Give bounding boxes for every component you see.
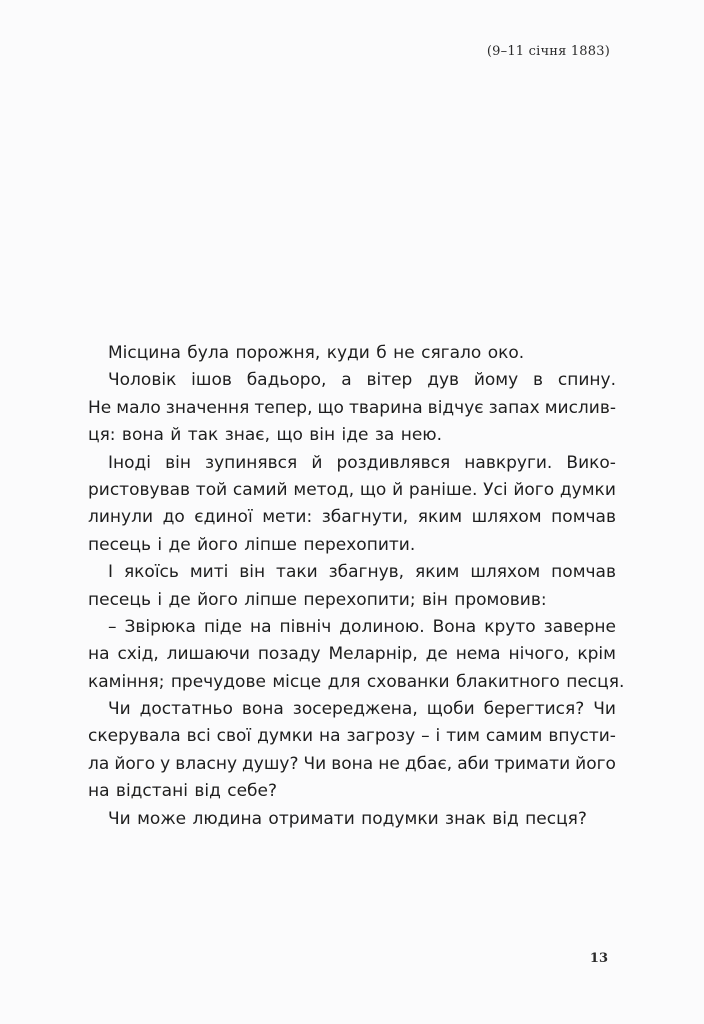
page-number: 13 <box>589 951 608 966</box>
text-line: линули до єдиної мети: збагнути, яким шляхом помчав <box>88 507 616 528</box>
text-line: Іноді він зупинявся й роздивлявся навкруги. Вико- <box>108 452 616 473</box>
text-line: Чи може людина отримати подумки знак від песця? <box>108 808 587 829</box>
text-line: Місцина була порожня, куди б не сягало око. <box>108 343 525 363</box>
text-line: ристовував той самий метод, що й раніше. Усі його думки <box>88 479 616 500</box>
text-line: Не мало значення тепер, що тварина відчує запах мислив- <box>88 397 616 418</box>
text-line: Чоловік ішов бадьоро, а вітер дув йому в спину. <box>108 370 616 391</box>
text-line: скерувала всі свої думки на загрозу – і тим самим впусти- <box>88 726 616 747</box>
text-line: песець і де його ліпше перехопити; він промовив: <box>88 589 547 610</box>
text-line: І якоїсь миті він таки збагнув, яким шляхом помчав <box>108 562 616 583</box>
text-line: песець і де його ліпше перехопити. <box>88 534 416 555</box>
text-line: каміння; пречудове місце для схованки блакитного песця. <box>88 671 625 692</box>
body-text <box>88 340 625 833</box>
text-line: Чи достатньо вона зосереджена, щоби берегтися? Чи <box>108 699 616 720</box>
text-line: на схід, лишаючи позаду Меларнір, де нема нічого, крім <box>88 644 616 665</box>
text-line: ця: вона й так знає, що він іде за нею. <box>88 425 443 446</box>
text-line: на відстані від себе? <box>88 781 278 802</box>
text-line: ла його у власну душу? Чи вона не дбає, аби тримати його <box>88 753 616 774</box>
text-line: – Звірюка піде на північ долиною. Вона круто заверне <box>108 616 616 637</box>
chapter-date: (9–11 січня 1883) <box>486 44 610 59</box>
